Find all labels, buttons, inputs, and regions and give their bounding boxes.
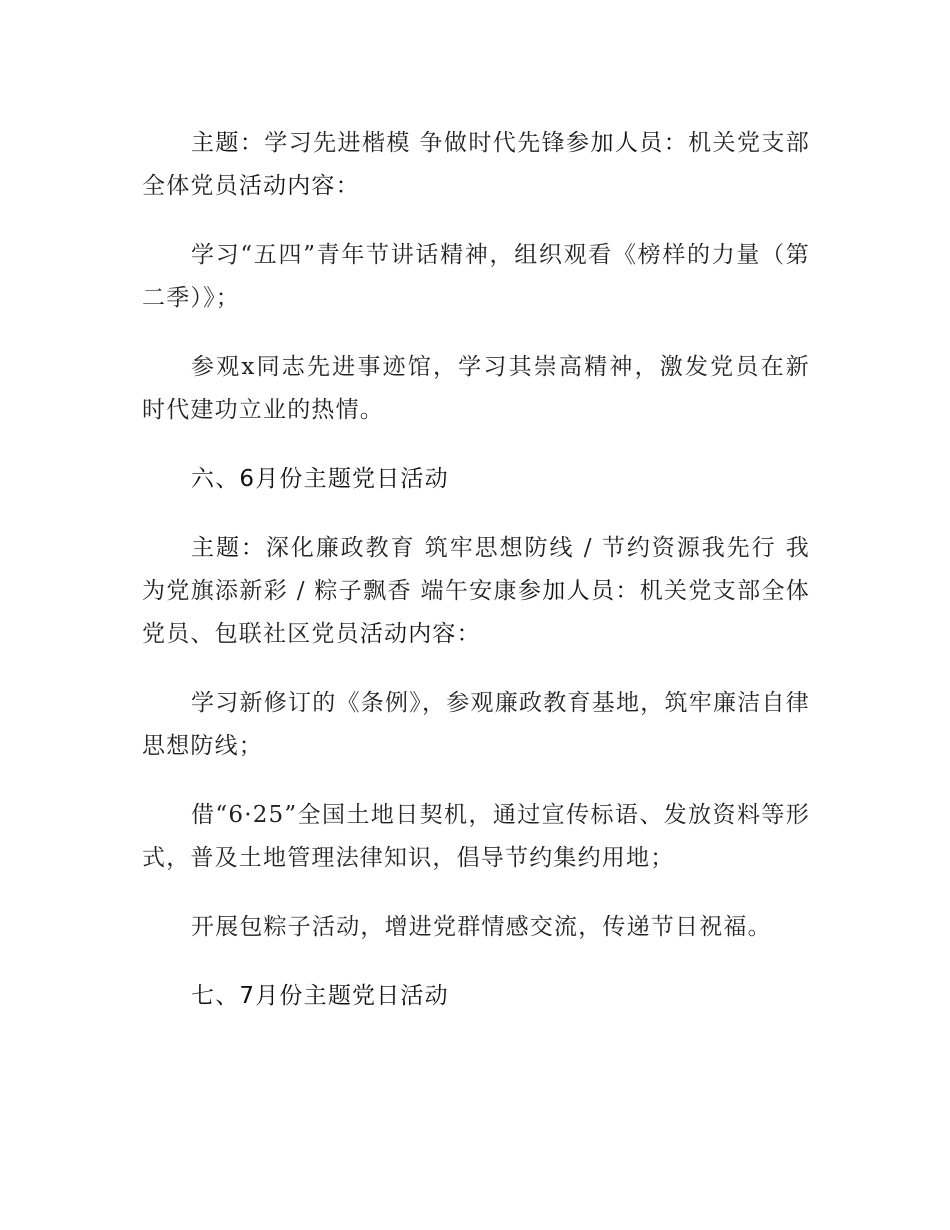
june-content-item-3: 开展包粽子活动，增进党群情感交流，传递节日祝福。 (191, 914, 772, 940)
content-label: 活动内容： (359, 621, 481, 647)
theme-text: 深化廉政教育 筑牢思想防线 / 节约资源我先行 我为党旗添新彩 / 粽子飘香 端午安康 (142, 535, 810, 604)
june-content-item-1: 学习新修订的《条例》，参观廉政教育基地，筑牢廉洁自律思想防线； (142, 690, 810, 759)
participants-label: 参加人员： (517, 578, 640, 604)
participants-text: 机关党支部全体党员 (142, 130, 810, 199)
june-theme-paragraph (142, 527, 810, 656)
theme-label: 主题： (191, 535, 266, 561)
participants-label: 参加人员： (566, 130, 689, 156)
may-theme-paragraph (142, 122, 810, 208)
june-section-heading: 六、6月份主题党日活动 (191, 466, 449, 492)
may-content-item-2: 参观x同志先进事迹馆，学习其崇高精神，激发党员在新时代建功立业的热情。 (142, 354, 810, 423)
document-page (142, 122, 810, 1044)
theme-text: 学习先进楷模 争做时代先锋 (264, 130, 567, 156)
june-content-item-2: 借“6·25”全国土地日契机，通过宣传标语、发放资料等形式，普及土地管理法律知识，倡导节约集约用地； (142, 802, 810, 871)
content-label: 活动内容： (238, 173, 360, 199)
theme-label: 主题： (191, 130, 265, 156)
july-section-heading: 七、7月份主题党日活动 (191, 983, 449, 1009)
may-content-item-1: 学习“五四”青年节讲话精神，组织观看《榜样的力量（第二季）》； (142, 242, 810, 311)
participants-text: 机关党支部全体党员、包联社区党员 (142, 578, 811, 647)
